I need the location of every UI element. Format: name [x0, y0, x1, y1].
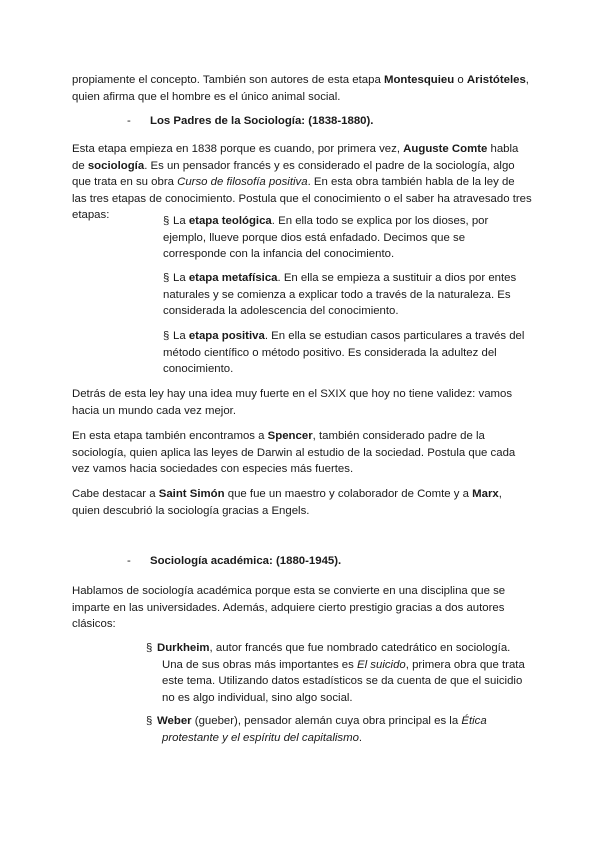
term-etapa-teologica: etapa teológica	[188, 215, 272, 227]
list-item-weber	[146, 713, 526, 746]
saint-text: Cabe destacar a	[72, 488, 159, 500]
list-item-etapa-positiva	[163, 328, 528, 378]
comte-paragraph	[72, 141, 532, 224]
academica-paragraph: Hablamos de sociología académica porque esta se convierte en una disciplina que se imparte en las universidades. Además, adquiere cierto prestigio gracias a dos autores clásicos:	[72, 585, 506, 630]
book-title: Curso de filosofía positiva	[177, 176, 308, 188]
list-item-durkheim	[146, 640, 526, 706]
saint-simon-paragraph	[72, 486, 532, 519]
comte-text: . Es un pensador francés y es considerado el padre de la sociología, algo que trata en su obra	[72, 159, 515, 188]
section-sign-icon: §	[163, 272, 170, 284]
term-sociologia: sociología	[87, 159, 145, 172]
intro-paragraph	[72, 72, 532, 105]
book-title: Ética protestante y el espíritu del capitalismo	[162, 715, 487, 744]
list-item-etapa-metafisica	[163, 270, 528, 320]
list-item-text	[163, 213, 528, 263]
author-comte: Auguste Comte	[403, 143, 488, 155]
list-item-body: (gueber), pensador alemán cuya obra principal es la	[191, 715, 462, 727]
spencer-paragraph	[72, 428, 532, 478]
author-saint-simon: Saint Simón	[158, 488, 225, 500]
author-montesquieu: Montesquieu	[383, 74, 455, 86]
intro-text: , quien afirma que el hombre es el único animal social.	[72, 74, 529, 103]
list-item-body: . En ella todo se explica por los dioses, por ejemplo, llueve porque dios está enfadado. Decimos que se corresponde con la infancia del conocimiento.	[163, 215, 489, 260]
author-durkheim: Durkheim	[157, 642, 210, 654]
spencer-text: , también considerado padre de la sociología, quien aplica las leyes de Darwin al estudio de la sociedad. Postula que cada vez vamos hacia sociedades con especies más fuertes.	[72, 430, 516, 475]
comte-text: Esta etapa empieza en 1838 porque es cuando, por primera vez,	[72, 143, 404, 155]
section-sign-icon: §	[163, 330, 170, 342]
term-etapa-metafisica: etapa metafísica	[188, 272, 278, 284]
saint-text: , quien descubrió la sociología gracias a Engels.	[72, 488, 502, 517]
list-item-body: . En ella se empieza a sustituir a dios por entes naturales y se comienza a explicar todo a través de la naturaleza. Es considerada la adolescencia del conocimiento.	[163, 272, 517, 317]
author-marx: Marx	[472, 488, 499, 500]
intro-text: propiamente el concepto. También son autores de esta etapa	[72, 74, 384, 86]
section-sign-icon: §	[146, 715, 153, 727]
section-dash: -	[127, 555, 131, 567]
list-item-text	[146, 640, 526, 706]
list-item-prefix: La	[173, 272, 189, 284]
section-sign-icon: §	[146, 642, 153, 654]
section-dash: -	[127, 115, 131, 127]
intro-text: o	[454, 74, 467, 86]
list-item-prefix: La	[173, 330, 189, 342]
book-title: El suicido	[357, 658, 406, 671]
list-item-body: , primera obra que trata este tema. Utilizando datos estadísticos se da cuenta de que el suicidio no es algo individual, sino algo social.	[162, 658, 525, 704]
list-item-body: . En ella se estudian casos particulares a través del método científico o método positivo. Es considerada la adultez del conocimiento.	[163, 330, 525, 375]
term-etapa-positiva: etapa positiva	[188, 330, 265, 342]
section-heading-padres: Los Padres de la Sociología: (1838-1880).	[150, 115, 374, 127]
author-spencer: Spencer	[267, 430, 313, 442]
list-item-text	[146, 713, 526, 746]
author-weber: Weber	[157, 715, 192, 727]
section-sign-icon: §	[163, 215, 170, 227]
author-aristoteles: Aristóteles	[466, 74, 526, 86]
list-item-body: , autor francés que fue nombrado catedrático en sociología. Una de sus obras más importantes es	[162, 642, 511, 671]
saint-text: que fue un maestro y colaborador de Comte y a	[224, 488, 473, 500]
comte-text: . En esta obra también habla de la ley de las tres etapas de conocimiento. Postula que el conocimiento o el saber ha atravesado tres etapas:	[72, 176, 532, 221]
list-item-prefix: La	[173, 215, 189, 227]
list-item-text	[163, 270, 528, 320]
list-item-etapa-teologica	[163, 213, 528, 263]
ley-paragraph: Detrás de esta ley hay una idea muy fuerte en el SXIX que hoy no tiene validez: vamos hacia un mundo cada vez mejor.	[72, 388, 513, 417]
spencer-text: En esta etapa también encontramos a	[72, 430, 268, 442]
section-heading-academica: Sociología académica: (1880-1945).	[150, 555, 342, 567]
list-item-body: .	[358, 731, 363, 744]
list-item-text	[163, 328, 528, 378]
comte-text: habla de	[72, 143, 519, 172]
